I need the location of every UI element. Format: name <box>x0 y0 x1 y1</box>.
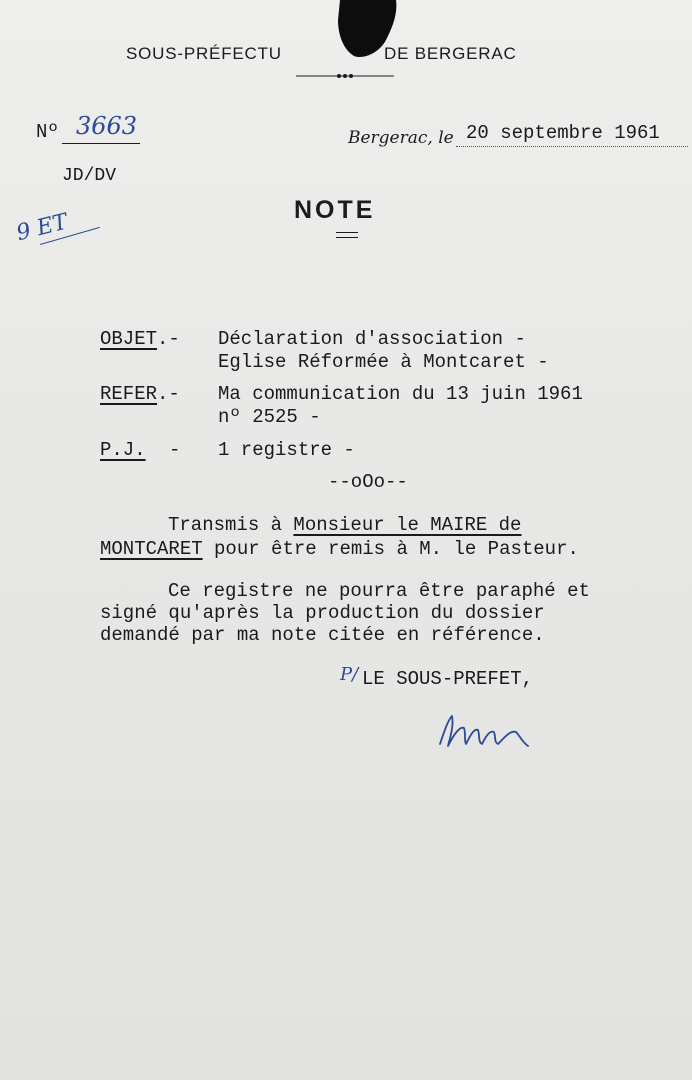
body-line-1: Transmis à Monsieur le MAIRE de <box>168 514 522 536</box>
header-left: SOUS-PRÉFECTU <box>126 44 282 63</box>
date-value: 20 septembre 1961 <box>466 122 660 144</box>
body-p2-line-1: Ce registre ne pourra être paraphé et <box>168 580 590 602</box>
field-label-refer: REFER.- <box>100 383 180 405</box>
header-right: DE BERGERAC <box>384 44 517 63</box>
body-line-2: MONTCARET pour être remis à M. le Pasteur. <box>100 538 579 560</box>
field-refer-line-1: Ma communication du 13 juin 1961 <box>218 383 583 405</box>
number-underline <box>62 143 140 144</box>
number-label: Nº <box>36 121 59 143</box>
field-objet-line-2: Eglise Réformée à Montcaret - <box>218 351 549 373</box>
signatory-title: LE SOUS-PREFET, <box>362 668 534 690</box>
section-divider: --oOo-- <box>328 471 408 493</box>
body-p2-line-2: signé qu'après la production du dossier <box>100 602 545 624</box>
field-label-objet: OBJET.- <box>100 328 180 350</box>
initials: JD/DV <box>62 166 117 186</box>
document-title: NOTE <box>294 196 376 224</box>
header-ornament <box>296 70 394 82</box>
field-label-pj: P.J. - <box>100 439 181 461</box>
date-dotted-line <box>456 146 688 147</box>
handwritten-signature <box>434 706 534 752</box>
date-place: Bergerac, le <box>348 128 454 148</box>
field-objet-line-1: Déclaration d'association - <box>218 328 526 350</box>
field-pj-line-1: 1 registre - <box>218 439 355 461</box>
margin-note: 9 ET <box>14 209 71 247</box>
field-refer-line-2: nº 2525 - <box>218 406 321 428</box>
title-underline <box>336 232 358 238</box>
body-p2-line-3: demandé par ma note citée en référence. <box>100 624 545 646</box>
per-procuration-mark: P/ <box>340 664 359 685</box>
number-value: 3663 <box>76 112 138 140</box>
